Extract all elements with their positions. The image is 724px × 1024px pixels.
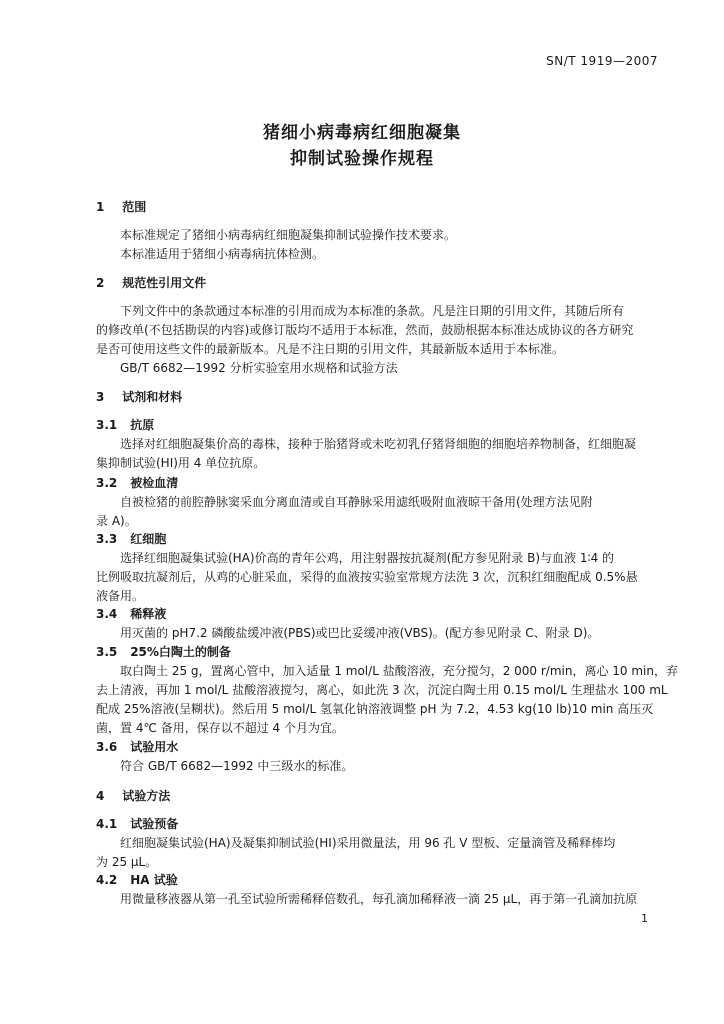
section-title: 试验方法 bbox=[122, 789, 171, 803]
subsection-number: 4.1 bbox=[96, 817, 118, 831]
subsection-title: 稀释液 bbox=[130, 607, 167, 621]
section-4-heading bbox=[96, 787, 170, 804]
subsection-title: 抗原 bbox=[130, 418, 155, 432]
paragraph-line: 录 A)。 bbox=[96, 514, 137, 528]
subsection-3-1-heading bbox=[96, 416, 154, 433]
paragraph-line: 红细胞凝集试验(HA)及凝集抑制试验(HI)采用微量法，用 96 孔 V 型板、定量滴管及稀释棒均 bbox=[120, 836, 616, 850]
section-title: 试剂和材料 bbox=[122, 390, 183, 404]
paragraph-line: 去上清液，再加 1 mol/L 盐酸溶液搅匀，离心，如此洗 3 次，沉淀白陶土用 0.15 mol/L 生理盐水 100 mL bbox=[96, 683, 668, 697]
paragraph-line: 集抑制试验(HI)用 4 单位抗原。 bbox=[96, 456, 266, 470]
section-title: 范围 bbox=[122, 200, 147, 214]
title-line-2: 抑制试验操作规程 bbox=[290, 149, 434, 169]
section-number: 3 bbox=[96, 390, 105, 404]
section-3-heading bbox=[96, 388, 182, 405]
paragraph-line: 为 25 μL。 bbox=[96, 855, 158, 869]
subsection-3-3-heading bbox=[96, 530, 166, 547]
subsection-title: 红细胞 bbox=[130, 532, 167, 546]
paragraph-line: 液备用。 bbox=[96, 589, 145, 603]
subsection-3-6-heading bbox=[96, 738, 178, 755]
paragraph-line: 配成 25%溶液(呈糊状)。然后用 5 mol/L 氢氧化钠溶液调整 pH 为 7.2，4.53 kg(10 lb)10 min 高压灭 bbox=[96, 702, 654, 716]
title-line-1: 猪细小病毒病红细胞凝集 bbox=[263, 123, 461, 143]
section-number: 2 bbox=[96, 276, 105, 290]
paragraph-line: 选择红细胞凝集试验(HA)价高的青年公鸡，用注射器按抗凝剂(配方参见附录 B)与血液 1∶4 的 bbox=[120, 551, 615, 565]
page-number: 1 bbox=[641, 912, 648, 925]
subsection-number: 4.2 bbox=[96, 873, 118, 887]
paragraph-line: 是否可使用这些文件的最新版本。凡是不注日期的引用文件，其最新版本适用于本标准。 bbox=[96, 342, 565, 356]
section-1-heading bbox=[96, 198, 146, 215]
normative-reference: GB/T 6682—1992 分析实验室用水规格和试验方法 bbox=[120, 361, 398, 375]
subsection-number: 3.6 bbox=[96, 740, 118, 754]
subsection-title: 被检血清 bbox=[130, 476, 179, 490]
subsection-number: 3.4 bbox=[96, 607, 118, 621]
section-number: 1 bbox=[96, 200, 105, 214]
paragraph-line: 自被检猪的前腔静脉窦采血分离血清或自耳静脉采用滤纸吸附血液晾干备用(处理方法见附 bbox=[120, 495, 593, 509]
paragraph-line: 用灭菌的 pH7.2 磷酸盐缓冲液(PBS)或巴比妥缓冲液(VBS)。(配方参见附录 C、附录 D)。 bbox=[120, 626, 600, 640]
subsection-title: 试验预备 bbox=[130, 817, 179, 831]
subsection-title: 试验用水 bbox=[130, 740, 179, 754]
subsection-3-2-heading bbox=[96, 474, 178, 491]
paragraph: 本标准规定了猪细小病毒病红细胞凝集抑制试验操作技术要求。 bbox=[120, 228, 457, 242]
subsection-title: HA 试验 bbox=[130, 873, 178, 887]
section-number: 4 bbox=[96, 789, 105, 803]
paragraph-line: 比例吸取抗凝剂后，从鸡的心脏采血，采得的血液按实验室常规方法洗 3 次，沉积红细胞配成 0.5%悬 bbox=[96, 570, 638, 584]
paragraph-line: 下列文件中的条款通过本标准的引用而成为本标准的条款。凡是注日期的引用文件，其随后所有 bbox=[120, 304, 625, 318]
subsection-number: 3.1 bbox=[96, 418, 118, 432]
subsection-4-1-heading bbox=[96, 815, 178, 832]
standard-code: SN/T 1919—2007 bbox=[546, 54, 658, 68]
subsection-3-5-heading bbox=[96, 643, 231, 660]
paragraph-line: 选择对红细胞凝集价高的毒株，接种于胎猪肾或未吃初乳仔猪肾细胞的细胞培养物制备，红细胞凝 bbox=[120, 437, 637, 451]
subsection-number: 3.3 bbox=[96, 532, 118, 546]
paragraph-line: 的修改单(不包括勘误的内容)或修订版均不适用于本标准，然而，鼓励根据本标准达成协议的各方研究 bbox=[96, 323, 634, 337]
section-2-heading bbox=[96, 274, 206, 291]
paragraph-line: 符合 GB/T 6682—1992 中三级水的标准。 bbox=[120, 759, 354, 773]
subsection-3-4-heading bbox=[96, 605, 166, 622]
paragraph: 本标准适用于猪细小病毒病抗体检测。 bbox=[120, 247, 325, 261]
subsection-title: 25%白陶土的制备 bbox=[130, 645, 231, 659]
paragraph-line: 用微量移液器从第一孔至试验所需稀释倍数孔，每孔滴加稀释液一滴 25 μL，再于第一孔滴加抗原 bbox=[120, 892, 638, 906]
paragraph-line: 菌，置 4℃ 备用，保存以不超过 4 个月为宜。 bbox=[96, 721, 345, 735]
section-title: 规范性引用文件 bbox=[122, 276, 207, 290]
subsection-number: 3.2 bbox=[96, 476, 118, 490]
paragraph-line: 取白陶土 25 g，置离心管中，加入适量 1 mol/L 盐酸溶液，充分搅匀，2 000 r/min，离心 10 min，弃 bbox=[120, 664, 678, 678]
subsection-4-2-heading bbox=[96, 871, 178, 888]
subsection-number: 3.5 bbox=[96, 645, 118, 659]
